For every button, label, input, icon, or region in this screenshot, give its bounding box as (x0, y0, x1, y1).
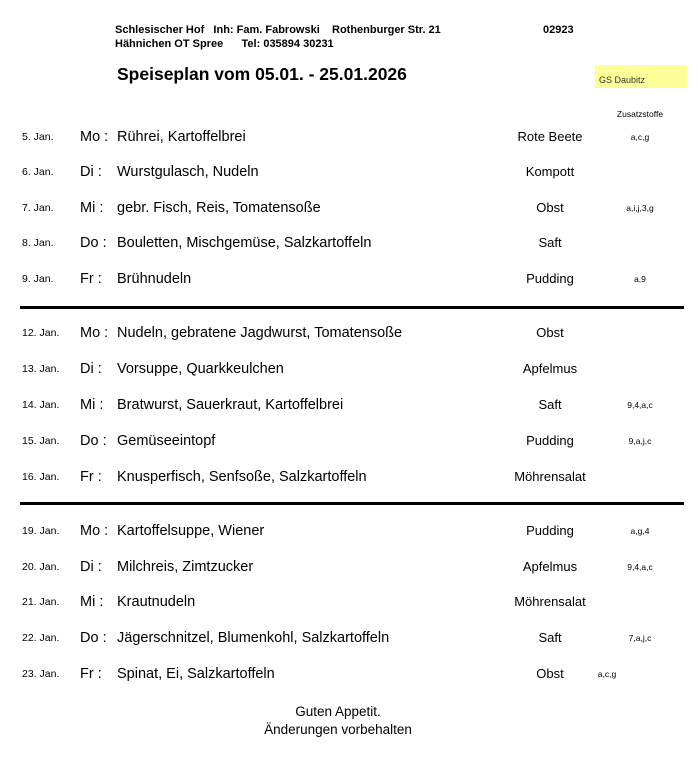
menu-row (0, 521, 700, 541)
date-label: 16. Jan. (22, 471, 60, 483)
meal-text: Jägerschnitzel, Blumenkohl, Salzkartoffeln (117, 630, 390, 646)
date-label: 20. Jan. (22, 561, 60, 573)
meal-text: Spinat, Ei, Salzkartoffeln (117, 666, 275, 682)
meal-text: Bouletten, Mischgemüse, Salzkartoffeln (117, 235, 372, 251)
page-title: Speiseplan vom 05.01. - 25.01.2026 (117, 64, 407, 84)
meal-text: Kartoffelsuppe, Wiener (117, 523, 265, 539)
menu-row (0, 592, 700, 612)
meal-text: Brühnudeln (117, 271, 192, 287)
side-dish-label: Saft (538, 397, 562, 412)
menu-row (0, 557, 700, 577)
side-dish-label: Apfelmus (522, 559, 578, 574)
additives-label: 9,4,a,c (627, 400, 653, 410)
side-dish-label: Pudding (526, 523, 574, 538)
meal-text: Nudeln, gebratene Jagdwurst, Tomatensoße (117, 325, 403, 341)
day-label: Mi : (80, 594, 104, 610)
day-label: Mi : (80, 200, 104, 216)
side-dish-label: Obst (536, 325, 564, 340)
menu-row (0, 628, 700, 648)
menu-row (0, 162, 700, 182)
menu-row (0, 395, 700, 415)
menu-row (0, 127, 700, 147)
side-dish-label: Apfelmus (522, 361, 578, 376)
menu-row (0, 467, 700, 487)
header-address (115, 24, 441, 51)
side-dish-label: Obst (536, 666, 564, 681)
additives-label: a,g,4 (630, 526, 650, 536)
header-line2: Hähnichen OT Spree Tel: 035894 30231 (115, 37, 334, 50)
meal-text: gebr. Fisch, Reis, Tomatensoße (117, 200, 321, 216)
date-label: 9. Jan. (22, 273, 54, 285)
meal-text: Milchreis, Zimtzucker (117, 559, 254, 575)
additives-label: 7,a,j,c (628, 633, 652, 643)
meal-text: Bratwurst, Sauerkraut, Kartoffelbrei (117, 397, 344, 413)
menu-row (0, 323, 700, 343)
day-label: Do : (80, 433, 107, 449)
menu-row (0, 664, 700, 684)
additives-label: a,i,j,3,g (626, 203, 654, 213)
meal-text: Gemüseeintopf (117, 433, 216, 449)
day-label: Mo : (80, 129, 109, 145)
date-label: 23. Jan. (22, 668, 60, 680)
meal-text: Vorsuppe, Quarkkeulchen (117, 361, 284, 377)
date-label: 5. Jan. (22, 131, 54, 143)
date-label: 22. Jan. (22, 632, 60, 644)
side-dish-label: Obst (536, 200, 564, 215)
additives-label: a,9 (634, 274, 646, 284)
day-label: Mi : (80, 397, 104, 413)
day-label: Di : (80, 164, 102, 180)
day-label: Mo : (80, 523, 109, 539)
day-label: Fr : (80, 666, 102, 682)
day-label: Mo : (80, 325, 109, 341)
menu-row (0, 431, 700, 451)
date-label: 21. Jan. (22, 596, 60, 608)
date-label: 12. Jan. (22, 327, 60, 339)
header-line1: Schlesischer Hof Inh: Fam. Fabrowski Rothenburger Str. 21 (115, 24, 441, 36)
additives-label: a,c,g (597, 669, 617, 679)
day-label: Di : (80, 361, 102, 377)
menu-row (0, 233, 700, 253)
day-label: Di : (80, 559, 102, 575)
additives-label: 9,4,a,c (627, 562, 653, 572)
meal-text: Rührei, Kartoffelbrei (117, 129, 246, 145)
side-dish-label: Rote Beete (517, 129, 583, 144)
gs-daubitz-badge (595, 65, 687, 88)
side-dish-label: Möhrensalat (514, 594, 586, 609)
badge-label: GS Daubitz (599, 75, 646, 85)
week-divider (20, 306, 684, 309)
day-label: Fr : (80, 469, 102, 485)
date-label: 6. Jan. (22, 166, 54, 178)
footer-line1: Guten Appetit. (295, 704, 381, 719)
meal-text: Knusperfisch, Senfsoße, Salzkartoffeln (117, 469, 367, 485)
menu-row (0, 198, 700, 218)
meal-text: Wurstgulasch, Nudeln (117, 164, 259, 180)
meal-text: Krautnudeln (117, 594, 196, 610)
additives-label: a,c,g (630, 132, 650, 142)
day-label: Do : (80, 235, 107, 251)
footer-line2: Änderungen vorbehalten (264, 722, 412, 737)
day-label: Fr : (80, 271, 102, 287)
date-label: 19. Jan. (22, 525, 60, 537)
date-label: 13. Jan. (22, 363, 60, 375)
zusatzstoffe-column-header: Zusatzstoffe (616, 109, 664, 119)
menu-row (0, 359, 700, 379)
date-label: 14. Jan. (22, 399, 60, 411)
footer-note (0, 703, 676, 739)
side-dish-label: Pudding (526, 433, 574, 448)
side-dish-label: Möhrensalat (514, 469, 586, 484)
date-label: 15. Jan. (22, 435, 60, 447)
side-dish-label: Kompott (525, 164, 575, 179)
side-dish-label: Saft (538, 630, 562, 645)
menu-row (0, 269, 700, 289)
date-label: 7. Jan. (22, 202, 54, 214)
day-label: Do : (80, 630, 107, 646)
week-divider (20, 502, 684, 505)
additives-label: 9,a,j,c (628, 436, 652, 446)
side-dish-label: Pudding (526, 271, 574, 286)
postal-code: 02923 (543, 24, 574, 36)
side-dish-label: Saft (538, 235, 562, 250)
date-label: 8. Jan. (22, 237, 54, 249)
